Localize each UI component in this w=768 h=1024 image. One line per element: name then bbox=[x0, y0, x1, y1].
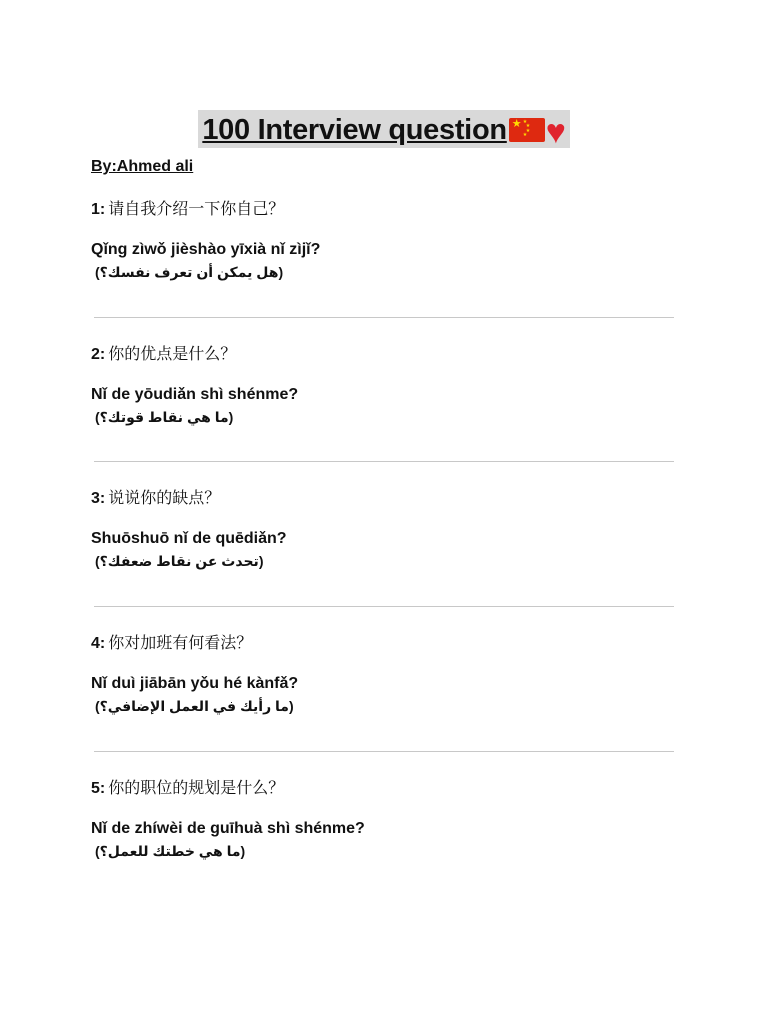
question-chinese-text: 你的优点是什么？ bbox=[108, 346, 237, 363]
question-pinyin: Nǐ de zhíwèi de guīhuà shì shénme? bbox=[91, 820, 365, 837]
separator-line bbox=[94, 606, 674, 607]
question-pinyin: Nǐ de yōudiǎn shì shénme? bbox=[91, 386, 299, 403]
question-chinese: 4: 你对加班有何看法？ bbox=[91, 635, 253, 652]
separator-line bbox=[94, 317, 674, 318]
red-heart-icon: ♥ bbox=[545, 113, 566, 151]
separator-line bbox=[94, 751, 674, 752]
document-title-text: 100 Interview question bbox=[202, 114, 507, 146]
china-flag-icon: ★ ★ ★ ★ ★ bbox=[509, 118, 545, 142]
question-pinyin: Nǐ duì jiābān yǒu hé kànfǎ? bbox=[91, 675, 299, 692]
question-number: 1 bbox=[91, 201, 100, 218]
question-number: 5 bbox=[91, 780, 100, 797]
question-arabic: (ما هي خطتك للعمل؟) bbox=[95, 843, 246, 859]
question-chinese-text: 说说你的缺点？ bbox=[108, 490, 221, 507]
question-pinyin: Qǐng zìwǒ jièshào yīxià nǐ zìjǐ? bbox=[91, 241, 321, 258]
question-item-1 bbox=[91, 200, 691, 282]
question-item-4 bbox=[91, 634, 691, 716]
question-pinyin: Shuōshuō nǐ de quēdiǎn? bbox=[91, 530, 287, 547]
question-arabic: (هل يمكن أن تعرف نفسك؟) bbox=[95, 264, 284, 280]
question-chinese-text: 你的职位的规划是什么？ bbox=[108, 780, 285, 797]
question-arabic: (تحدث عن نقاط ضعفك؟) bbox=[95, 553, 264, 569]
question-item-3 bbox=[91, 489, 691, 571]
question-chinese-text: 你对加班有何看法？ bbox=[108, 635, 253, 652]
separator-line bbox=[94, 461, 674, 462]
question-item-5 bbox=[91, 779, 691, 861]
title-block bbox=[0, 110, 768, 151]
question-arabic: (ما رأيك في العمل الإضافي؟) bbox=[95, 698, 294, 714]
question-chinese-text: 请自我介绍一下你自己？ bbox=[108, 201, 285, 218]
question-arabic: (ما هي نقاط قوتك؟) bbox=[95, 409, 234, 425]
question-number: 3 bbox=[91, 490, 100, 507]
author-line: By:Ahmed ali bbox=[91, 158, 194, 175]
question-chinese: 3: 说说你的缺点？ bbox=[91, 490, 221, 507]
document-title bbox=[198, 110, 569, 151]
question-item-2 bbox=[91, 345, 691, 427]
question-chinese: 1: 请自我介绍一下你自己？ bbox=[91, 201, 285, 218]
question-number: 4 bbox=[91, 635, 100, 652]
question-chinese: 5: 你的职位的规划是什么？ bbox=[91, 780, 285, 797]
question-number: 2 bbox=[91, 346, 100, 363]
question-chinese: 2: 你的优点是什么？ bbox=[91, 346, 237, 363]
